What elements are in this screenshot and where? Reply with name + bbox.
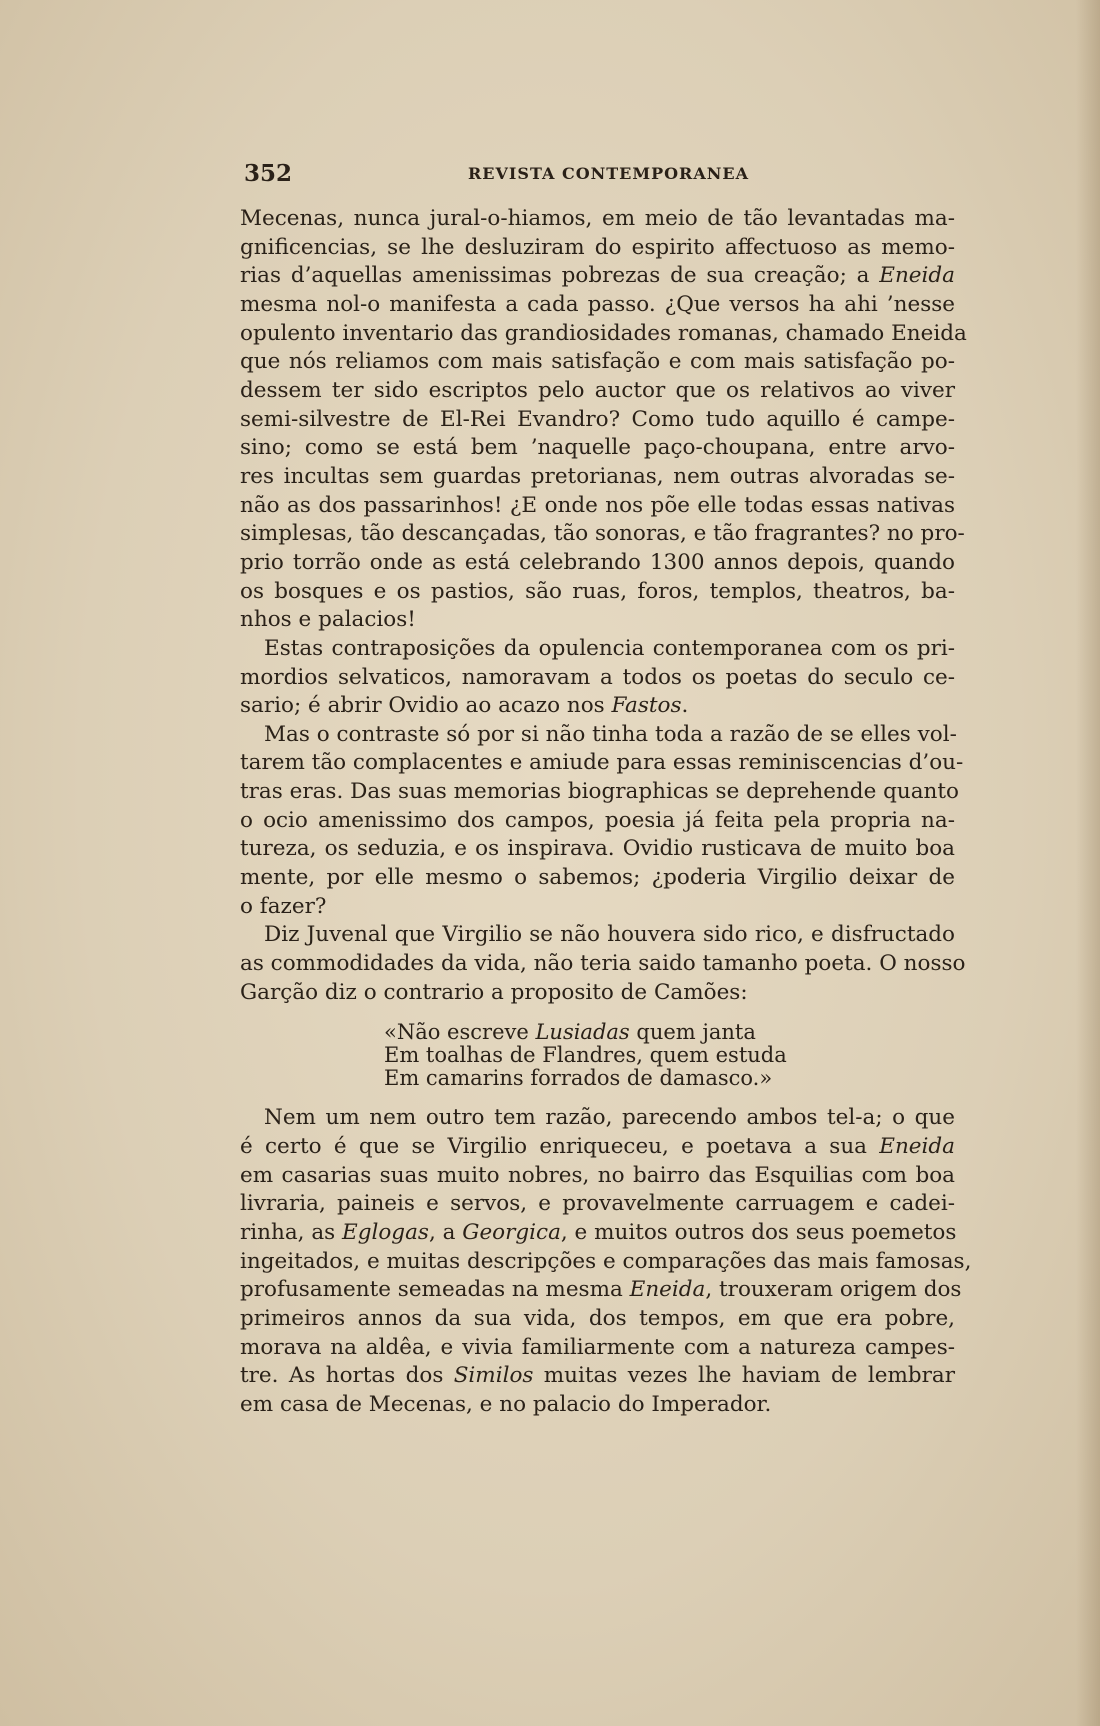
text-line: sario; é abrir Ovidio ao acazo nos Fastos. <box>240 693 689 719</box>
text-line: opulento inventario das grandiosidades romanas, chamado Eneida <box>240 320 967 346</box>
spacer <box>240 1090 955 1104</box>
text-line: rias d’aquellas amenissimas pobrezas de sua creação; a Eneida <box>240 263 955 289</box>
text-line: tarem tão complacentes e amiude para essas reminiscencias d’ou- <box>240 750 964 776</box>
paragraph <box>240 205 967 635</box>
text-line: em casa de Mecenas, e no palacio do Imperador. <box>240 1391 772 1417</box>
text-line: prio torrão onde as está celebrando 1300 annos depois, quando <box>240 549 955 575</box>
running-title: REVISTA CONTEMPORANEA <box>468 164 749 183</box>
text-line: mente, por elle mesmo o sabemos; ¿poderia Virgilio deixar de <box>240 865 955 891</box>
text-line: gnificencias, se lhe desluziram do espirito affectuoso as memo- <box>240 234 955 260</box>
page-header <box>244 160 944 190</box>
text-line: nhos e palacios! <box>240 607 416 633</box>
text-line: mordios selvaticos, namoravam a todos os poetas do seculo ce- <box>240 664 955 690</box>
text-line: que nós reliamos com mais satisfação e com mais satisfação po- <box>240 349 955 375</box>
text-line: Nem um nem outro tem razão, parecendo ambos tel-a; o que <box>264 1105 955 1131</box>
verse-line: Em camarins forrados de damasco.» <box>384 1066 773 1091</box>
paragraph <box>240 921 966 1007</box>
text-line: tre. As hortas dos Similos muitas vezes lhe haviam de lembrar <box>240 1363 955 1389</box>
text-line: Estas contraposições da opulencia contemporanea com os pri- <box>264 635 955 661</box>
text-line: livraria, paineis e servos, e provavelmente carruagem e cadei- <box>240 1191 955 1217</box>
text-line: simplesas, tão descançadas, tão sonoras, e tão fragrantes? no pro- <box>240 521 965 547</box>
text-line: em casarias suas muito nobres, no bairro das Esquilias com boa <box>240 1162 955 1188</box>
text-line: rinha, as Eglogas, a Georgica, e muitos outros dos seus poemetos <box>240 1220 957 1245</box>
verse-line: «Não escreve Lusiadas quem janta <box>384 1020 756 1045</box>
paragraph <box>240 721 964 922</box>
text-line: é certo é que se Virgilio enriqueceu, e poetava a sua Eneida <box>240 1134 955 1160</box>
text-line: primeiros annos da sua vida, dos tempos, em que era pobre, <box>240 1305 955 1331</box>
text-line: morava na aldêa, e vivia familiarmente com a natureza campes- <box>240 1334 955 1360</box>
text-line: o fazer? <box>240 893 327 919</box>
text-line: Mecenas, nunca jural-o-hiamos, em meio de tão levantadas ma- <box>240 206 955 231</box>
text-line: sino; como se está bem ’naquelle paço-choupana, entre arvo- <box>240 435 955 461</box>
text-line: não as dos passarinhos! ¿E onde nos põe elle todas essas nativas <box>240 492 955 518</box>
text-line: Diz Juvenal que Virgilio se não houvera sido rico, e disfructado <box>264 922 955 948</box>
spacer <box>240 1007 955 1021</box>
text-line: res incultas sem guardas pretorianas, nem outras alvoradas se- <box>240 463 955 489</box>
page-edge-shadow <box>1076 0 1100 1726</box>
body-text <box>240 205 972 1420</box>
text-line: o ocio amenissimo dos campos, poesia já feita pela propria na- <box>240 807 955 833</box>
text-line: profusamente semeadas na mesma Eneida, trouxeram origem dos <box>240 1277 962 1303</box>
text-line: dessem ter sido escriptos pelo auctor que os relativos ao viver <box>240 377 955 403</box>
text-line: Mas o contraste só por si não tinha toda a razão de se elles vol- <box>264 721 957 747</box>
page-number: 352 <box>244 160 293 187</box>
verse-quotation <box>240 1021 955 1090</box>
text-line: os bosques e os pastios, são ruas, foros, templos, theatros, ba- <box>240 578 955 604</box>
verse-line: Em toalhas de Flandres, quem estuda <box>384 1043 787 1068</box>
text-line: semi-silvestre de El-Rei Evandro? Como tudo aquillo é campe- <box>240 406 955 432</box>
text-line: as commodidades da vida, não teria saido tamanho poeta. O nosso <box>240 951 966 977</box>
text-line: tras eras. Das suas memorias biographicas se deprehende quanto <box>240 779 959 805</box>
paragraph <box>240 635 955 721</box>
text-line: Garção diz o contrario a proposito de Camões: <box>240 979 748 1005</box>
paragraph <box>240 1104 972 1419</box>
text-line: ingeitados, e muitas descripções e comparações das mais famosas, <box>240 1248 972 1274</box>
text-line: tureza, os seduzia, e os inspirava. Ovidio rusticava de muito boa <box>240 836 955 862</box>
text-line: mesma nol-o manifesta a cada passo. ¿Que versos ha ahi ’nesse <box>240 291 955 317</box>
